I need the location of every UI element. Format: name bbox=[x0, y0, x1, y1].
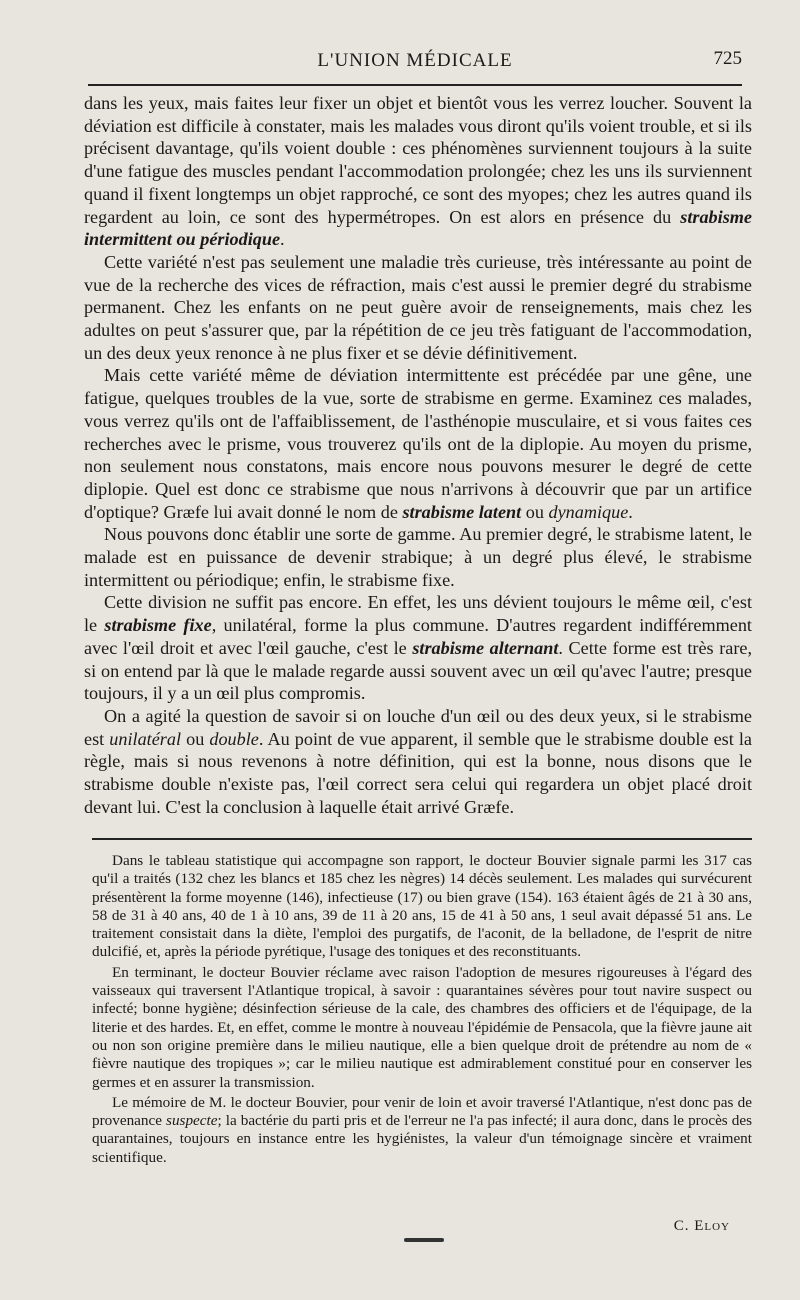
end-ornament bbox=[404, 1238, 444, 1244]
paragraph-6-conj: ou bbox=[181, 728, 210, 749]
term-suspecte: suspecte bbox=[166, 1112, 218, 1130]
paragraph-1-text: dans les yeux, mais faites leur fixer un objet et bientôt vous les verrez loucher. Souvent la déviation est difficile à constater, mais les malades vous diront qu'ils voient trouble, et si ils précisent davantage, qu'ils voient double : ces phénomènes surviennent toujours à la suite d'une fatigue des muscles pendant l'accommodation prolongée; chez les uns ils surviennent quand il fixent longtemps un objet rapproché, ce sont des myopes; chez les autres quand ils regardent au loin, ce sont des hypermétropes. On est alors en présence du bbox=[84, 93, 752, 227]
paragraph-3 bbox=[84, 364, 752, 523]
paragraph-3-end: . bbox=[628, 501, 633, 522]
paragraph-5-text: Cette division ne suffit pas encore. En effet, les uns dévient toujours le même œil, c'est le bbox=[84, 592, 752, 636]
author-signature: C. Eloy bbox=[673, 1218, 730, 1234]
section-rule bbox=[92, 838, 752, 840]
paragraph-1 bbox=[84, 92, 752, 251]
paragraph-6-end: . Au point de vue apparent, il semble que le strabisme double est la règle, mais si nous revenons à notre définition, qui est la bonne, nous disons que le strabisme double n'existe pas, l'œil correct sera celui qui regardera un objet placé droit devant lui. C'est la conclusion à laquelle était arrivé Græfe. bbox=[84, 728, 753, 817]
note-paragraph-3-text: Le mémoire de M. le docteur Bouvier, pour venir de loin et avoir traversé l'Atlantique, n'est donc pas de provenance bbox=[92, 1093, 752, 1130]
paragraph-6-text: On a agité la question de savoir si on louche d'un œil ou des deux yeux, si le strabisme est bbox=[84, 705, 752, 749]
page-number: 725 bbox=[713, 48, 742, 69]
paragraph-5-end: . Cette forme est très rare, si on entend par là que le malade regarde aussi souvent avec un œil qu'avec l'autre; presque toujours, il y a un œil plus compromis. bbox=[84, 637, 753, 704]
note-paragraph-3-end: ; la bactérie du parti pris et de l'erreur ne l'a pas infecté; il aura donc, dans le procès des quarantaines, toujours en instance entre les hygiénistes, la valeur d'un témoignage sincère et vraiment scientifique. bbox=[92, 1112, 752, 1166]
term-unilateral: unilatéral bbox=[109, 728, 182, 749]
paragraph-4: Nous pouvons donc établir une sorte de gamme. Au premier degré, le strabisme latent, le malade est en puissance de devenir strabique; à un degré plus élevé, le strabisme intermittent ou périodique; enfin, le strabisme fixe. bbox=[84, 524, 752, 590]
term-strabisme-alternant: strabisme alternant bbox=[412, 637, 559, 658]
term-dynamique: dynamique bbox=[548, 501, 629, 522]
paragraph-6 bbox=[84, 705, 752, 819]
paragraph-5-middle: , unilatéral, forme la plus commune. D'autres regardent indifféremment avec l'œil droit et avec l'œil gauche, c'est le bbox=[84, 615, 752, 658]
main-text bbox=[84, 92, 752, 819]
journal-title: L'UNION MÉDICALE bbox=[317, 50, 513, 71]
paragraph-3-text: Mais cette variété même de déviation intermittente est précédée par une gêne, une fatigue, quelques troubles de la vue, sorte de strabisme en germe. Examinez ces malades, vous verrez qu'ils ont de l'affaiblissement, de l'asthénopie musculaire, et si vous faites ces recherches avec le prisme, vous trouverez qu'ils ont de la diplopie. Au moyen du prisme, non seulement nous constatons, mais encore nous pouvons mesurer le degré de cette diplopie. Quel est donc ce strabisme que nous n'arrivons à découvrir que par un artifice d'optique? Græfe lui avait donné le nom de bbox=[84, 365, 752, 522]
term-strabisme-intermittent: strabisme intermittent ou périodique bbox=[84, 206, 752, 250]
feuilleton-text bbox=[92, 852, 752, 1167]
paragraph-1-end: . bbox=[280, 229, 285, 250]
header-rule bbox=[88, 84, 742, 86]
running-header bbox=[88, 48, 742, 78]
note-paragraph-2: En terminant, le docteur Bouvier réclame avec raison l'adoption de mesures rigoureuses à l'égard des vaisseaux qui traversent l'Atlantique tropical, à savoir : quarantaines sévères pour tout navire suspect ou infecté; bonne hygiène; désinfection sérieuse de la cale, des chambres des officiers et de l'équipage, de la literie et des hardes. Et, en effet, comme le montre à nouveau l'épidémie de Pensacola, que la fièvre jaune ait ou non son origine première dans le milieu nautique, elle a bien quelque droit de prétendre au nom de « fièvre nautique des tropiques »; car le milieu nautique est admirablement constitué pour en conserver les germes et en assurer la transmission. bbox=[92, 963, 752, 1091]
term-strabisme-fixe: strabisme fixe bbox=[104, 615, 212, 636]
note-paragraph-1: Dans le tableau statistique qui accompagne son rapport, le docteur Bouvier signale parmi les 317 cas qu'il a traités (132 chez les blancs et 185 chez les nègres) 14 décès seulement. Les malades qui survécurent présentèrent la forme moyenne (146), infectieuse (17) ou bien grave (154). 163 étaient âgés de 21 à 30 ans, 58 de 31 à 40 ans, 40 de 1 à 10 ans, 39 de 11 à 20 ans, 15 de 41 à 50 ans, 1 seul avait dépassé 51 ans. Le traitement consistait dans la diète, l'emploi des purgatifs, de l'aconit, de la belladone, de l'esprit de nitre dulcifié, et, après la période pyrétique, l'usage des toniques et des reconstituants. bbox=[92, 852, 752, 961]
paragraph-3-conj: ou bbox=[521, 501, 549, 522]
term-double: double bbox=[209, 728, 259, 749]
paragraph-5 bbox=[84, 591, 752, 705]
term-strabisme-latent: strabisme latent bbox=[402, 501, 522, 522]
note-paragraph-3 bbox=[92, 1094, 752, 1167]
paragraph-2: Cette variété n'est pas seulement une maladie très curieuse, très intéressante au point de vue de la recherche des vices de réfraction, mais c'est aussi le premier degré du strabisme permanent. Chez les enfants on ne peut guère avoir de renseignements, mais chez les adultes on peut s'assurer que, par la répétition de ce jeu très fatiguant de l'accommodation, un des deux yeux renonce à ne plus fixer et se dévie définitivement. bbox=[84, 251, 752, 363]
